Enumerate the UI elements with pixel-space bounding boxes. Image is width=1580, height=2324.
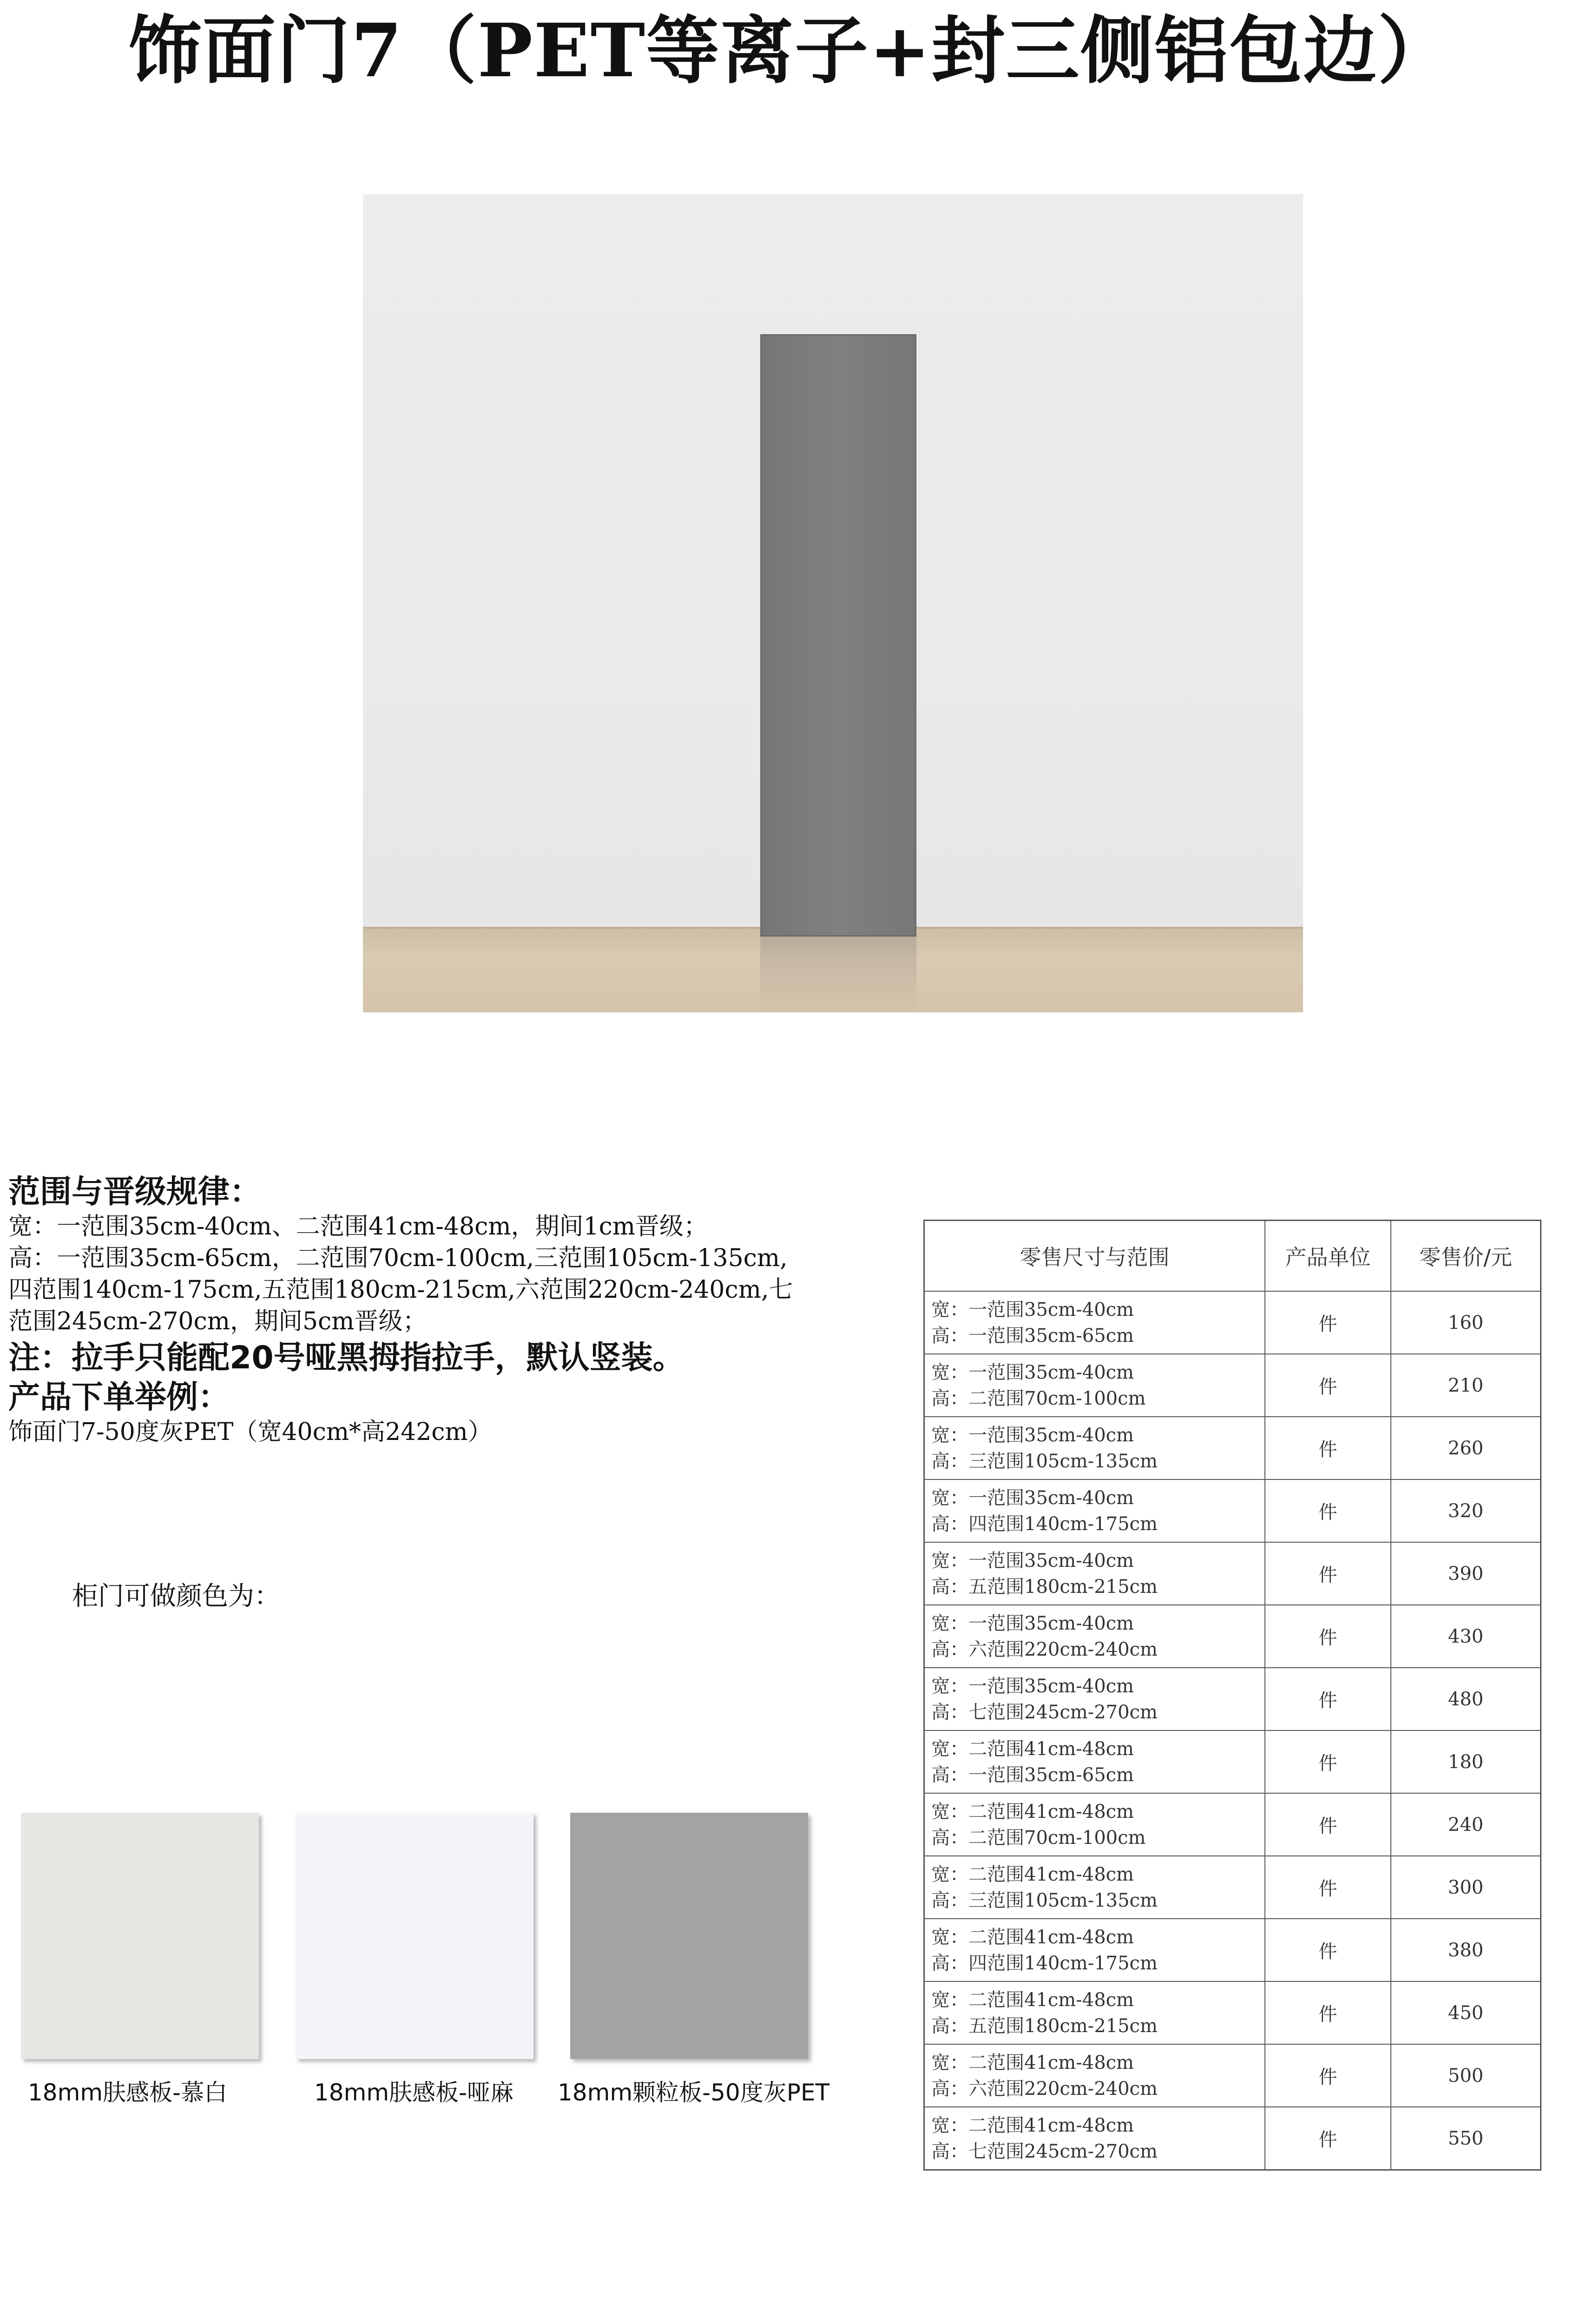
price-cell: 380: [1391, 1919, 1540, 1981]
size-range-cell: [924, 1981, 1265, 2044]
swatch-label: 18mm肤感板-慕白: [28, 2079, 228, 2106]
price-cell: 450: [1391, 1981, 1540, 2044]
size-range-cell: [924, 1354, 1265, 1417]
unit-cell: 件: [1265, 2044, 1391, 2107]
width-range: 宽：二范围41cm-48cm: [931, 1989, 1134, 2011]
unit-cell: 件: [1265, 1542, 1391, 1605]
table-row: [924, 1542, 1541, 1605]
price-cell: 260: [1391, 1417, 1540, 1479]
product-render-image: [363, 194, 1303, 1012]
door-panel: [760, 334, 916, 937]
table-row: [924, 1417, 1541, 1479]
height-range: 高：四范围140cm-175cm: [931, 1952, 1158, 1974]
unit-cell: 件: [1265, 2107, 1391, 2170]
table-row: [924, 1668, 1541, 1730]
width-range: 宽：一范围35cm-40cm: [931, 1550, 1134, 1571]
size-range-cell: [924, 1291, 1265, 1354]
size-range-cell: [924, 1919, 1265, 1981]
height-range: 高：六范围220cm-240cm: [931, 2078, 1158, 2100]
table-header-row: [924, 1221, 1541, 1292]
width-range: 宽：一范围35cm-40cm: [931, 1299, 1134, 1320]
table-row: [924, 2107, 1541, 2170]
price-cell: 550: [1391, 2107, 1540, 2170]
unit-cell: 件: [1265, 1793, 1391, 1856]
height-range: 高：一范围35cm-65cm: [931, 1325, 1134, 1347]
width-range: 宽：一范围35cm-40cm: [931, 1675, 1134, 1697]
price-cell: 160: [1391, 1291, 1540, 1354]
height-range: 高：七范围245cm-270cm: [931, 1701, 1158, 1723]
swatch-label: 18mm颗粒板-50度灰PET: [558, 2079, 830, 2106]
width-range: 宽：二范围41cm-48cm: [931, 1863, 1134, 1885]
size-range-cell: [924, 2044, 1265, 2107]
height-range: 高：七范围245cm-270cm: [931, 2140, 1158, 2162]
width-range: 宽：二范围41cm-48cm: [931, 2052, 1134, 2073]
page-title: 饰面门7（PET等离子+封三侧铝包边）: [128, 8, 1452, 94]
unit-cell: 件: [1265, 1856, 1391, 1919]
price-cell: 240: [1391, 1793, 1540, 1856]
height-range: 高：五范围180cm-215cm: [931, 2015, 1158, 2037]
table-row: [924, 1605, 1541, 1668]
rules-line: 四范围140cm-175cm,五范围180cm-215cm,六范围220cm-240cm,七: [8, 1276, 793, 1304]
table-row: [924, 1981, 1541, 2044]
handle-note: 注：拉手只能配20号哑黑拇指拉手，默认竖装。: [8, 1340, 685, 1376]
size-range-cell: [924, 1542, 1265, 1605]
size-range-cell: [924, 1730, 1265, 1793]
height-range: 高：二范围70cm-100cm: [931, 1827, 1146, 1849]
table-row: [924, 1856, 1541, 1919]
size-range-cell: [924, 1605, 1265, 1668]
height-range: 高：四范围140cm-175cm: [931, 1513, 1158, 1535]
width-range: 宽：二范围41cm-48cm: [931, 1738, 1134, 1760]
height-range: 高：五范围180cm-215cm: [931, 1576, 1158, 1598]
spec-section: [8, 1174, 845, 1448]
price-cell: 180: [1391, 1730, 1540, 1793]
unit-cell: 件: [1265, 1668, 1391, 1730]
header-price: 零售价/元: [1391, 1221, 1540, 1292]
colors-label: 柜门可做颜色为：: [72, 1581, 280, 1611]
header-unit: 产品单位: [1265, 1221, 1391, 1292]
table-row: [924, 1919, 1541, 1981]
color-swatch-grey-pet: [570, 1813, 808, 2059]
table-row: [924, 2044, 1541, 2107]
height-range: 高：三范围105cm-135cm: [931, 1450, 1158, 1472]
color-swatch-yama: [296, 1813, 533, 2059]
unit-cell: 件: [1265, 1479, 1391, 1542]
rules-line: 宽：一范围35cm-40cm、二范围41cm-48cm，期间1cm晋级；: [8, 1213, 708, 1241]
unit-cell: 件: [1265, 1417, 1391, 1479]
price-table: [923, 1220, 1541, 2171]
price-cell: 480: [1391, 1668, 1540, 1730]
example-heading: 产品下单举例：: [8, 1379, 230, 1416]
height-range: 高：三范围105cm-135cm: [931, 1889, 1158, 1911]
header-size-range: 零售尺寸与范围: [924, 1221, 1265, 1292]
unit-cell: 件: [1265, 1291, 1391, 1354]
table-row: [924, 1730, 1541, 1793]
table-row: [924, 1291, 1541, 1354]
size-range-cell: [924, 1793, 1265, 1856]
example-text: 饰面门7-50度灰PET（宽40cm*高242cm）: [8, 1418, 492, 1446]
width-range: 宽：二范围41cm-48cm: [931, 1801, 1134, 1822]
price-cell: 500: [1391, 2044, 1540, 2107]
price-table-body: [924, 1291, 1541, 2170]
size-range-cell: [924, 1856, 1265, 1919]
door-reflection: [760, 931, 916, 1012]
height-range: 高：一范围35cm-65cm: [931, 1764, 1134, 1786]
table-row: [924, 1479, 1541, 1542]
width-range: 宽：二范围41cm-48cm: [931, 1926, 1134, 1948]
size-range-cell: [924, 2107, 1265, 2170]
unit-cell: 件: [1265, 1730, 1391, 1793]
width-range: 宽：一范围35cm-40cm: [931, 1424, 1134, 1446]
price-cell: 300: [1391, 1856, 1540, 1919]
unit-cell: 件: [1265, 1354, 1391, 1417]
height-range: 高：六范围220cm-240cm: [931, 1638, 1158, 1660]
color-swatch-mubai: [21, 1813, 259, 2059]
table-row: [924, 1354, 1541, 1417]
rules-line: 高：一范围35cm-65cm，二范围70cm-100cm,三范围105cm-135cm,: [8, 1244, 788, 1272]
table-row: [924, 1793, 1541, 1856]
price-cell: 210: [1391, 1354, 1540, 1417]
unit-cell: 件: [1265, 1981, 1391, 2044]
height-range: 高：二范围70cm-100cm: [931, 1387, 1146, 1409]
width-range: 宽：一范围35cm-40cm: [931, 1487, 1134, 1509]
price-cell: 430: [1391, 1605, 1540, 1668]
rules-line: 范围245cm-270cm，期间5cm晋级；: [8, 1307, 427, 1335]
unit-cell: 件: [1265, 1605, 1391, 1668]
size-range-cell: [924, 1417, 1265, 1479]
width-range: 宽：一范围35cm-40cm: [931, 1612, 1134, 1634]
size-range-cell: [924, 1479, 1265, 1542]
price-cell: 390: [1391, 1542, 1540, 1605]
price-cell: 320: [1391, 1479, 1540, 1542]
size-range-cell: [924, 1668, 1265, 1730]
width-range: 宽：二范围41cm-48cm: [931, 2114, 1134, 2136]
rules-heading: 范围与晋级规律：: [8, 1174, 262, 1210]
width-range: 宽：一范围35cm-40cm: [931, 1361, 1134, 1383]
swatch-label: 18mm肤感板-哑麻: [314, 2079, 514, 2106]
unit-cell: 件: [1265, 1919, 1391, 1981]
